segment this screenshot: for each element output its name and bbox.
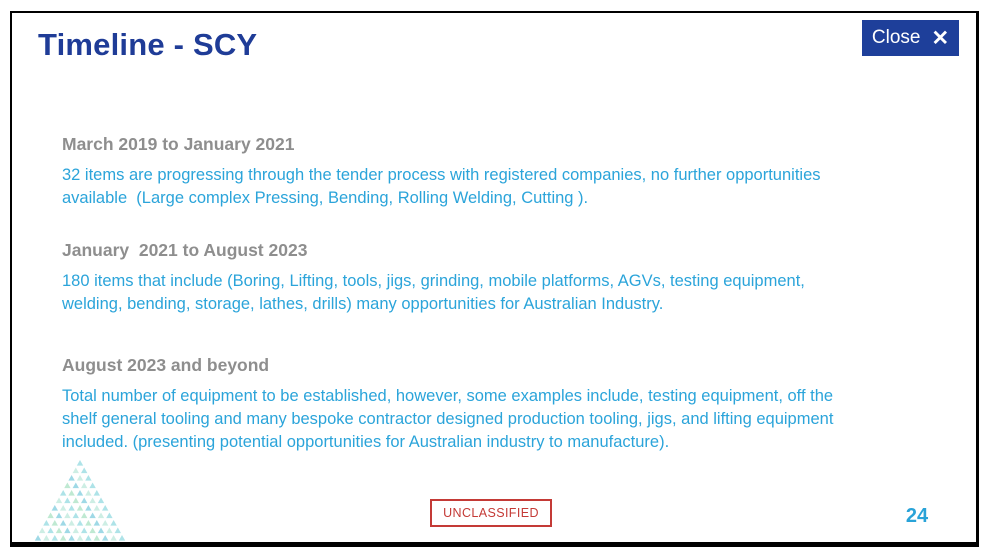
slide bbox=[10, 11, 979, 547]
timeline-section-2 bbox=[62, 240, 942, 316]
triangle-pattern-decoration bbox=[14, 458, 174, 542]
close-icon: ✕ bbox=[931, 26, 950, 50]
section-heading: August 2023 and beyond bbox=[62, 355, 270, 375]
section-body-line: 32 items are progressing through the tender process with registered companies, no further opportunities bbox=[62, 166, 821, 184]
timeline-section-3 bbox=[62, 355, 942, 454]
section-body-line: shelf general tooling and many bespoke contractor designed production tooling, jigs, and lifting equipment bbox=[62, 410, 834, 428]
close-button-label: Close bbox=[871, 27, 921, 48]
section-heading: March 2019 to January 2021 bbox=[62, 134, 295, 154]
section-heading: January 2021 to August 2023 bbox=[62, 240, 308, 260]
timeline-section-1 bbox=[62, 134, 942, 210]
close-button[interactable] bbox=[862, 20, 959, 56]
section-body-line: 180 items that include (Boring, Lifting, tools, jigs, grinding, mobile platforms, AGVs, testing equipment, bbox=[62, 272, 805, 290]
classification-badge bbox=[430, 499, 552, 527]
section-body-line: included. (presenting potential opportunities for Australian industry to manufacture). bbox=[62, 433, 670, 451]
section-body-line: welding, bending, storage, lathes, drills) many opportunities for Australian Industry. bbox=[62, 295, 664, 313]
page-title: Timeline - SCY bbox=[38, 27, 258, 62]
page-number: 24 bbox=[905, 505, 929, 527]
classification-label: UNCLASSIFIED bbox=[443, 506, 539, 520]
section-body-line: available (Large complex Pressing, Bending, Rolling Welding, Cutting ). bbox=[62, 189, 589, 207]
section-body-line: Total number of equipment to be established, however, some examples include, testing equipment, off the bbox=[62, 387, 834, 405]
